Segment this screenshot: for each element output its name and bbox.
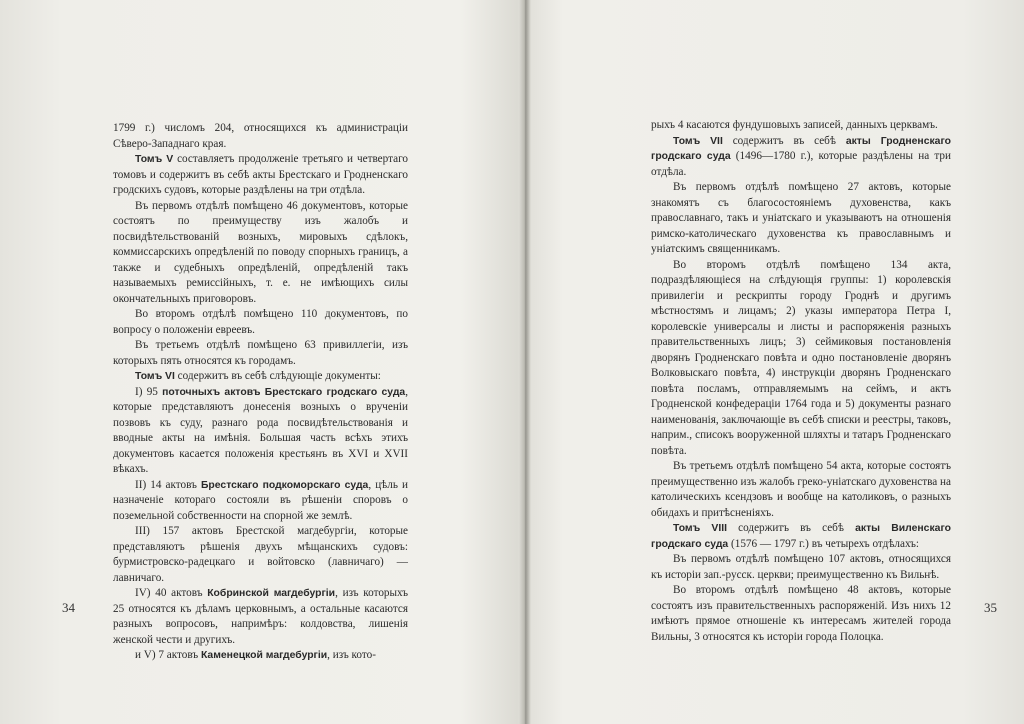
paragraph	[113, 121, 408, 152]
paragraph	[651, 118, 951, 134]
text-run: , изъ кото-	[327, 649, 376, 661]
text-run: составляетъ продолженіе третьяго и четвертаго томовъ и содержитъ въ себѣ акты Брестскаго и Гродненскаго гродскихъ судовъ, которые раздѣлены на три отдѣла.	[113, 153, 408, 196]
text-run: , цѣль и назначеніе котораго состояли въ рѣшеніи споровъ о поземельной собственности на спорной же землѣ.	[113, 478, 408, 522]
paragraph	[113, 385, 408, 478]
text-run: содержитъ въ себѣ	[722, 134, 846, 147]
text-run: II) 14 актовъ	[135, 478, 201, 491]
paragraph	[651, 258, 951, 460]
text-run: Во второмъ отдѣлѣ помѣщено 110 документовъ, по вопросу о положеніи евреевъ.	[113, 308, 408, 336]
text-run: Въ третьемъ отдѣлѣ помѣщено 54 акта, которые состоятъ преимущественно изъ жалобъ греко-уніатскаго духовенства на католическихъ ксендзовъ и вообще на католиковъ, о разныхъ обидахъ и притѣсненіяхъ.	[651, 460, 951, 519]
bold-run: Каменецкой магдебургіи	[200, 650, 328, 661]
text-run: III) 157 актовъ Брестской магдебургіи, которые представляютъ рѣшенія двухъ мѣщанскихъ судовъ: бурмистровско-радецкаго и войтовско (лавничаго) — лавничаго.	[113, 525, 408, 584]
paragraph	[113, 524, 408, 586]
paragraph	[113, 152, 408, 199]
bold-run: поточныхъ актовъ Брестскаго гродскаго суда	[162, 386, 406, 398]
text-run: 1799 г.) числомъ 204, относящихся къ администраціи Сѣверо-Западнаго края.	[113, 122, 408, 150]
left-page-number: 34	[62, 600, 75, 615]
paragraph	[651, 552, 951, 583]
paragraph	[651, 583, 951, 645]
text-run: IV) 40 актовъ	[135, 587, 208, 599]
text-run: содержитъ въ себѣ	[727, 522, 856, 534]
bold-run: Томъ VII	[673, 135, 723, 147]
right-page-number: 35	[984, 600, 997, 615]
text-run: Во второмъ отдѣлѣ помѣщено 134 акта, подраздѣляющіеся на слѣдующія группы: 1) королевскія привилегіи и рескрипты городу Гроднѣ и другимъ мѣстностямъ и лицамъ; 2) указы императора Петра I, королевскіе универсалы и листы и распоряженія разныхъ правительственныхъ лицъ; 3) сеймиковыя постановленія дворянъ Гродненскаго повѣта и одно постановленіе дворянъ Волковыскаго повѣта, 4) инструкціи дворянъ Гродненскаго повѣта посламъ, отправляемымъ на сеймъ, и актъ Гродненской конфедераціи 1764 года и 5) документы разнаго наименованія, заключающіе въ себѣ списки и реестры, таковъ, наприм., списокъ вооруженной шляхты и татаръ Гродненскаго повѣта.	[651, 258, 951, 457]
paragraph	[651, 134, 951, 181]
book-gutter	[519, 0, 531, 724]
text-run: Въ первомъ отдѣлѣ помѣщено 107 актовъ, относящихся къ исторіи зап.-русск. церкви; преимущественно къ Вильнѣ.	[651, 553, 951, 581]
paragraph	[651, 180, 951, 258]
paragraph	[113, 586, 408, 648]
left-page-text	[113, 121, 408, 664]
paragraph	[113, 338, 408, 369]
text-run: рыхъ 4 касаются фундушовыхъ записей, данныхъ церквамъ.	[651, 119, 938, 131]
text-run: содержитъ въ себѣ слѣдующіе документы:	[174, 370, 381, 382]
text-run: и V) 7 актовъ	[135, 649, 201, 661]
paragraph	[113, 307, 408, 338]
paragraph	[113, 199, 408, 308]
paragraph	[113, 369, 408, 385]
text-run: Въ первомъ отдѣлѣ помѣщено 46 документовъ, которые состоятъ по преимуществу изъ жалобъ и посвидѣтельствованій возныхъ, мировыхъ сдѣлокъ, коммиссарскихъ опредѣленій по поводу спорныхъ границъ, а также и судебныхъ опредѣленій, опредѣленій такъ называемыхъ ремиссійныхъ, т. е. не имѣющихъ силы окончательныхъ приговоровъ.	[113, 199, 408, 305]
right-page-text	[651, 118, 951, 645]
text-run: , изъ которыхъ 25 относятся къ дѣламъ церковнымъ, а остальные касаются разныхъ вопросовъ, напримѣръ: колдовства, лишенія женской чести и другихъ.	[113, 587, 408, 646]
bold-run: Брестскаго подкоморскаго суда	[200, 479, 369, 491]
text-run: (1496—1780 г.), которые раздѣлены на три отдѣла.	[651, 150, 952, 178]
bold-run: Томъ V	[135, 154, 174, 165]
bold-run: акты Гродненскаго гродскаго суда	[651, 135, 951, 162]
text-run: I) 95	[135, 385, 163, 398]
paragraph	[651, 521, 951, 552]
text-run: Въ третьемъ отдѣлѣ помѣщено 63 привиллегіи, изъ которыхъ пять относятся къ городамъ.	[113, 339, 408, 367]
bold-run: Кобринской магдебургіи	[207, 588, 336, 599]
text-run: , которые представляютъ донесенія возныхъ о врученіи позвовъ къ суду, разнаго рода посвидѣтельствованія и вводные акты на имѣнія. Большая часть всѣхъ этихъ документовъ касается положенія крестьянъ въ XVI и XVII вѣкахъ.	[113, 385, 409, 475]
bold-run: акты Виленскаго гродскаго суда	[651, 523, 951, 550]
text-run: (1576 — 1797 г.) въ четырехъ отдѣлахъ:	[728, 537, 920, 550]
bold-run: Томъ VI	[135, 371, 175, 382]
text-run: Во второмъ отдѣлѣ помѣщено 48 актовъ, которые состоятъ изъ правительственныхъ распоряженій. Изъ нихъ 12 имѣютъ прямое отношеніе къ интересамъ жителей города Вильны, 3 относятся къ исторіи города Полоцка.	[651, 584, 951, 643]
paragraph	[113, 478, 408, 525]
bold-run: Томъ VIII	[673, 523, 727, 534]
text-run: Въ первомъ отдѣлѣ помѣщено 27 актовъ, которые знакомятъ съ благосостояніемъ духовенства, какъ православнаго, такъ и уніатскаго и указываютъ на отношенія римско-католическаго духовенства къ православнымъ и уніатскимъ священникамъ.	[651, 181, 951, 255]
paragraph	[113, 648, 408, 664]
right-page	[531, 0, 1024, 724]
paragraph	[651, 459, 951, 521]
